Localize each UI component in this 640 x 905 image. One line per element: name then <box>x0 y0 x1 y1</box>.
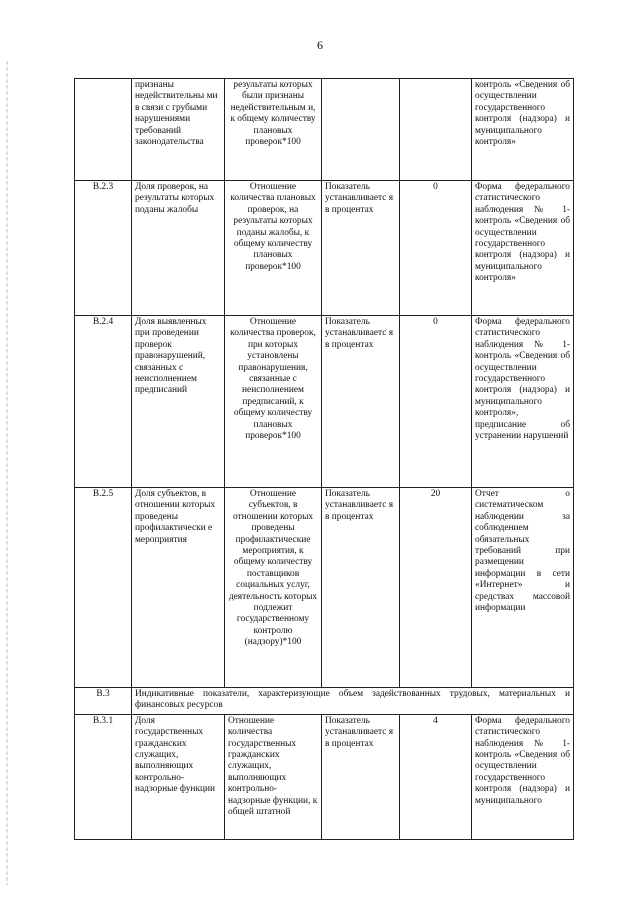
row-code <box>75 79 132 181</box>
table-row <box>75 714 574 839</box>
table-row <box>75 316 574 488</box>
indicator-unit: Показатель устанавливаетс я в процентах <box>322 316 400 488</box>
indicator-name: признаны недействительны ми в связи с грубыми нарушениями требований законодательства <box>132 79 225 181</box>
indicator-value: 0 <box>400 316 472 488</box>
indicator-name: Доля проверок, на результаты которых поданы жалобы <box>132 181 225 316</box>
indicator-name: Доля субъектов, в отношении которых проведены профилактически е мероприятия <box>132 488 225 688</box>
indicator-source: Форма федерального статистического наблюдения № 1-контроль «Сведения об осуществлении государственного контроля (надзора) и муниципального контроля», предписание об устранении нарушений <box>472 316 574 488</box>
row-code: В.2.4 <box>75 316 132 488</box>
scan-edge-marks <box>6 60 8 885</box>
indicator-unit: Показатель устанавливаетс я в процентах <box>322 714 400 839</box>
indicator-source: Форма федерального статистического наблюдения № 1-контроль «Сведения об осуществлении государственного контроля (надзора) и муниципального контроля» <box>472 181 574 316</box>
section-code: В.3 <box>75 688 132 715</box>
indicator-source: Форма федерального статистического наблюдения № 1-контроль «Сведения об осуществлении государственного контроля (надзора) и муниципального <box>472 714 574 839</box>
indicator-formula: Отношение субъектов, в отношении которых проведены профилактические мероприятия, к общему количеству поставщиков социальных услуг, деятельность которых подлежит государственному контролю (надзору)*100 <box>225 488 322 688</box>
indicator-unit: Показатель устанавливаетс я в процентах <box>322 181 400 316</box>
indicator-formula: Отношение количества государственных гражданских служащих, выполняющих контрольно-надзорные функции, к общей штатной <box>225 714 322 839</box>
indicator-value: 0 <box>400 181 472 316</box>
section-title: Индикативные показатели, характеризующие объем задействованных трудовых, материальных и финансовых ресурсов <box>132 688 574 715</box>
indicator-formula: результаты которых были признаны недействительным и, к общему количеству плановых проверок*100 <box>225 79 322 181</box>
indicator-source: Отчет о систематическом наблюдении за соблюдением обязательных требований при размещении информации в сети «Интернет» и средствах массовой информации <box>472 488 574 688</box>
indicator-source: контроль «Сведения об осуществлении государственного контроля (надзора) и муниципального контроля» <box>472 79 574 181</box>
indicator-value <box>400 79 472 181</box>
indicator-unit <box>322 79 400 181</box>
section-row <box>75 688 574 715</box>
indicator-name: Доля государственных гражданских служащих, выполняющих контрольно-надзорные функции <box>132 714 225 839</box>
indicator-unit: Показатель устанавливаетс я в процентах <box>322 488 400 688</box>
page-number: 6 <box>317 38 323 52</box>
row-code: В.3.1 <box>75 714 132 839</box>
indicator-formula: Отношение количества плановых проверок, на результаты которых поданы жалобы, к общему количеству плановых проверок*100 <box>225 181 322 316</box>
indicators-table <box>74 78 574 840</box>
indicator-formula: Отношение количества проверок, при которых установлены правонарушения, связанные с неисполнением предписаний, к общему количеству плановых проверок*100 <box>225 316 322 488</box>
indicator-name: Доля выявленных при проведении проверок правонарушений, связанных с неисполнением предписаний <box>132 316 225 488</box>
table-row <box>75 79 574 181</box>
indicator-value: 4 <box>400 714 472 839</box>
table-row <box>75 488 574 688</box>
indicator-value: 20 <box>400 488 472 688</box>
row-code: В.2.3 <box>75 181 132 316</box>
row-code: В.2.5 <box>75 488 132 688</box>
table-row <box>75 181 574 316</box>
